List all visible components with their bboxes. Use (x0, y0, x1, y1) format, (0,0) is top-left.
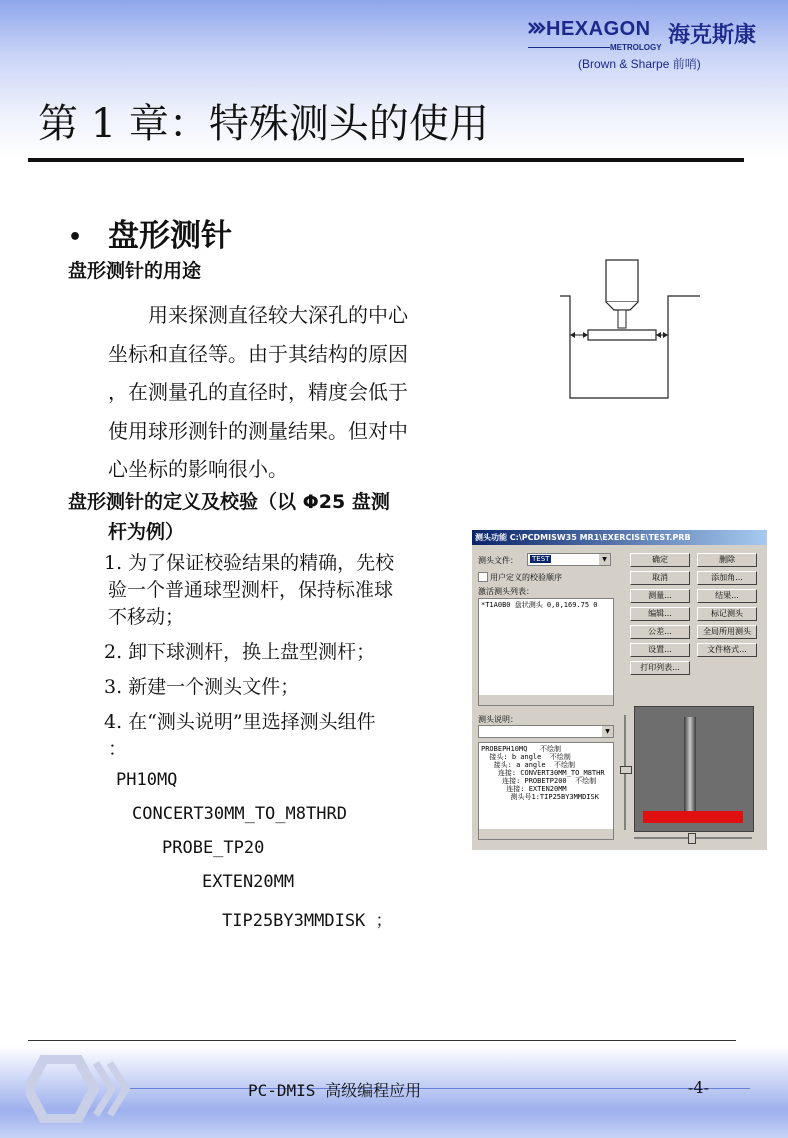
hexagon-logo (528, 18, 768, 74)
step-item: 1. 为了保证校验结果的精确，先校 验一个普通球型测杆，保持标准球 不移动； (104, 552, 395, 628)
tolerance-button[interactable]: 公差... (630, 625, 690, 639)
section-heading (68, 210, 232, 255)
chevron-down-icon[interactable]: ▼ (599, 554, 610, 565)
hexagon-watermark-icon (26, 1055, 136, 1123)
print-list-button[interactable]: 打印列表... (630, 661, 690, 675)
usage-line: 心坐标的影响很小。 (108, 457, 288, 481)
active-probe-list[interactable] (478, 598, 614, 706)
footer-title: PC-DMIS 高级编程应用 (248, 1081, 422, 1100)
usage-paragraph (108, 296, 468, 489)
probe-file-value: TEST (532, 555, 550, 563)
dialog-title-bar: 测头功能 C:\PCDMISW35 MR1\EXERCISE\TEST.PRB (472, 530, 767, 545)
logo-rule (528, 47, 610, 48)
probe-desc-label: 测头说明： (478, 715, 518, 724)
mark-all-button[interactable]: 全局所用测头 (697, 625, 757, 639)
probe-3d-preview-icon (635, 707, 753, 831)
definition-heading: 盘形测针的定义及校验（以 Φ25 盘测 杆为例） (68, 491, 390, 543)
section-heading-text: 盘形测针 (108, 218, 232, 254)
logo-chinese: 海克斯康 (668, 23, 757, 48)
active-list-label: 激活测头列表： (478, 587, 534, 596)
footer-line (130, 1088, 750, 1089)
edit-button[interactable]: 编辑... (630, 607, 690, 621)
results-button[interactable]: 结果... (697, 589, 757, 603)
bullet-icon: • (68, 225, 83, 250)
probe-component-tree[interactable] (478, 742, 614, 840)
horizontal-slider-thumb[interactable] (688, 833, 696, 844)
component-line: CONCERT30MM_TO_M8THRD (132, 804, 347, 824)
tree-text[interactable]: PROBEPH10MQ 不绘制 接头: b angle 不绘制 接头: a angle 不绘制 连接: CONVERT30MM_TO_M8THR 连接: PROBETP200 不绘制 连接: EXTEN20MM 测头号1:TIP25BY3MMDISK (481, 745, 605, 801)
usage-line: 使用球形测针的测量结果。但对中 (108, 418, 408, 443)
hexagon-chevron-icon (528, 21, 546, 35)
usage-line: 用来探测直径较大深孔的中心 (148, 303, 408, 327)
logo-former-name: (Brown & Sharpe 前哨) (578, 57, 701, 71)
probe-file-label: 测头文件： (478, 556, 518, 565)
vertical-slider-thumb[interactable] (620, 766, 632, 774)
page-number: -4- (688, 1078, 709, 1097)
step-item: 3. 新建一个测头文件； (104, 676, 300, 698)
measure-button[interactable]: 测量... (630, 589, 690, 603)
component-line: EXTEN20MM (202, 872, 295, 892)
user-order-checkbox[interactable] (478, 572, 488, 582)
cancel-button[interactable]: 取消 (630, 571, 690, 585)
ok-button[interactable]: 确定 (630, 553, 690, 567)
chapter-title: 第 1 章：特殊测头的使用 (38, 101, 489, 147)
file-format-button[interactable]: 文件格式... (697, 643, 757, 657)
horizontal-scrollbar[interactable] (479, 829, 613, 839)
step-item: 4. 在“测头说明”里选择测头组件 ： (104, 711, 376, 760)
step-item: 2. 卸下球测杆，换上盘型测杆； (104, 641, 376, 663)
disk-probe-drawing (560, 258, 710, 403)
component-line: PH10MQ (116, 770, 178, 790)
list-item[interactable]: *T1A0B0 盘状测头 0,0,169.75 0 (481, 601, 598, 609)
probe-utilities-dialog (472, 530, 767, 850)
steps-list (104, 550, 466, 771)
component-line: PROBE_TP20 (162, 838, 265, 858)
probe-preview (634, 706, 754, 832)
usage-line: 坐标和直径等。由于其结构的原因 (108, 341, 408, 366)
title-divider (28, 158, 744, 162)
usage-line: ，在测量孔的直径时，精度会低于 (108, 380, 408, 404)
logo-brand: HEXAGON (546, 18, 651, 40)
component-line: TIP25BY3MMDISK ； (222, 911, 393, 931)
user-order-label: 用户定义的校验顺序 (490, 573, 562, 582)
probe-desc-select[interactable] (478, 725, 614, 738)
probe-file-select[interactable] (527, 553, 611, 566)
logo-sub: METROLOGY (610, 43, 662, 52)
usage-heading: 盘形测针的用途 (68, 260, 202, 282)
add-angle-button[interactable]: 添加角... (697, 571, 757, 585)
mark-probe-button[interactable]: 标记测头 (697, 607, 757, 621)
chevron-down-icon[interactable]: ▼ (602, 726, 613, 737)
footer-divider (28, 1040, 736, 1041)
delete-button[interactable]: 删除 (697, 553, 757, 567)
setup-button[interactable]: 设置... (630, 643, 690, 657)
horizontal-scrollbar[interactable] (479, 695, 613, 705)
